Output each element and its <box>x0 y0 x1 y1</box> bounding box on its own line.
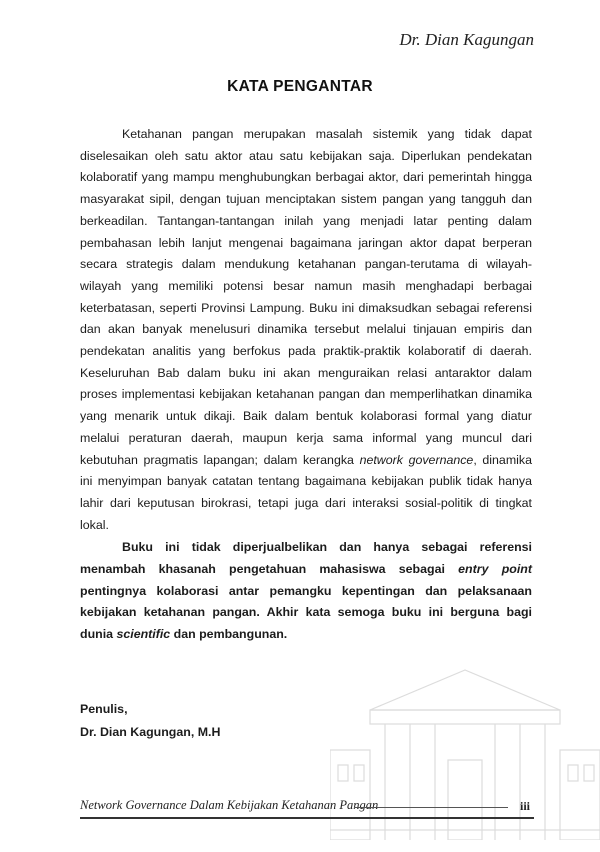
page-title: KATA PENGANTAR <box>227 78 373 95</box>
header-author: Dr. Dian Kagungan <box>399 30 534 49</box>
paragraph-2-text-c: dan pembangunan. <box>170 627 288 642</box>
body-text <box>80 124 532 646</box>
footer <box>80 783 534 819</box>
paragraph-1-text-b: , dinamika ini menyimpan banyak catatan tentang bagaimana kebijakan publik tidak hanya lahir dari keputusan birokrasi, tetapi juga dari interaksi sosial-politik di tingkat lokal. <box>80 452 532 532</box>
paragraph-2-text-a: Buku ini tidak diperjualbelikan dan hanya sebagai referensi menambah khasanah pengetahuan mahasiswa sebagai <box>80 540 532 577</box>
page-number: iii <box>519 799 530 813</box>
paragraph-2 <box>80 537 532 646</box>
paragraph-2-text-b: pentingnya kolaborasi antar pemangku kepentingan dan pelaksanaan kebijakan ketahanan pangan. Akhir kata semoga buku ini berguna bagi dunia <box>80 583 532 642</box>
paragraph-1-text-a: Ketahanan pangan merupakan masalah sistemik yang tidak dapat diselesaikan oleh satu aktor atau satu kebijakan saja. Diperlukan pendekatan kolaboratif yang mampu menghubungkan berbagai aktor, dari pemerintah hingga masyarakat sipil, dengan tujuan menciptakan sistem pangan yang tangguh dan berkeadilan. Tantangan-tantangan inilah yang menjadi latar penting dalam pembahasan lebih lanjut mengenai bagaimana jaringan aktor dapat berperan secara strategis dalam mendukung ketahanan pangan-terutama di wilayah-wilayah yang memiliki potensi besar namun masih menghadapi berbagai keterbatasan, seperti Provinsi Lampung. Buku ini dimaksudkan sebagai referensi dan akan banyak menelusuri dinamika tersebut melalui tinjauan empiris dan pendekatan analitis yang berfokus pada praktik-praktik kolaboratif di daerah. Keseluruhan Bab dalam buku ini akan menguraikan relasi antaraktor dalam proses implementasi kebijakan ketahanan pangan dan memperlihatkan dinamika yang menarik untuk dikaji. Baik dalam bentuk kolaborasi formal yang diatur melalui peraturan daerah, maupun kerja sama informal yang muncul dari kebutuhan pragmatis lapangan; dalam kerangka <box>80 127 532 467</box>
paragraph-1-italic: network governance <box>359 452 474 467</box>
paragraph-2-italic-b: scientific <box>116 627 171 642</box>
paragraph-1 <box>80 124 532 536</box>
signature-block <box>80 698 220 744</box>
footer-book-title: Network Governance Dalam Kebijakan Ketahanan Pangan <box>80 798 379 812</box>
signature-name: Dr. Dian Kagungan, M.H <box>80 725 221 739</box>
signature-label: Penulis, <box>80 702 128 716</box>
footer-rule <box>354 807 508 808</box>
paragraph-2-italic-a: entry point <box>458 562 532 577</box>
